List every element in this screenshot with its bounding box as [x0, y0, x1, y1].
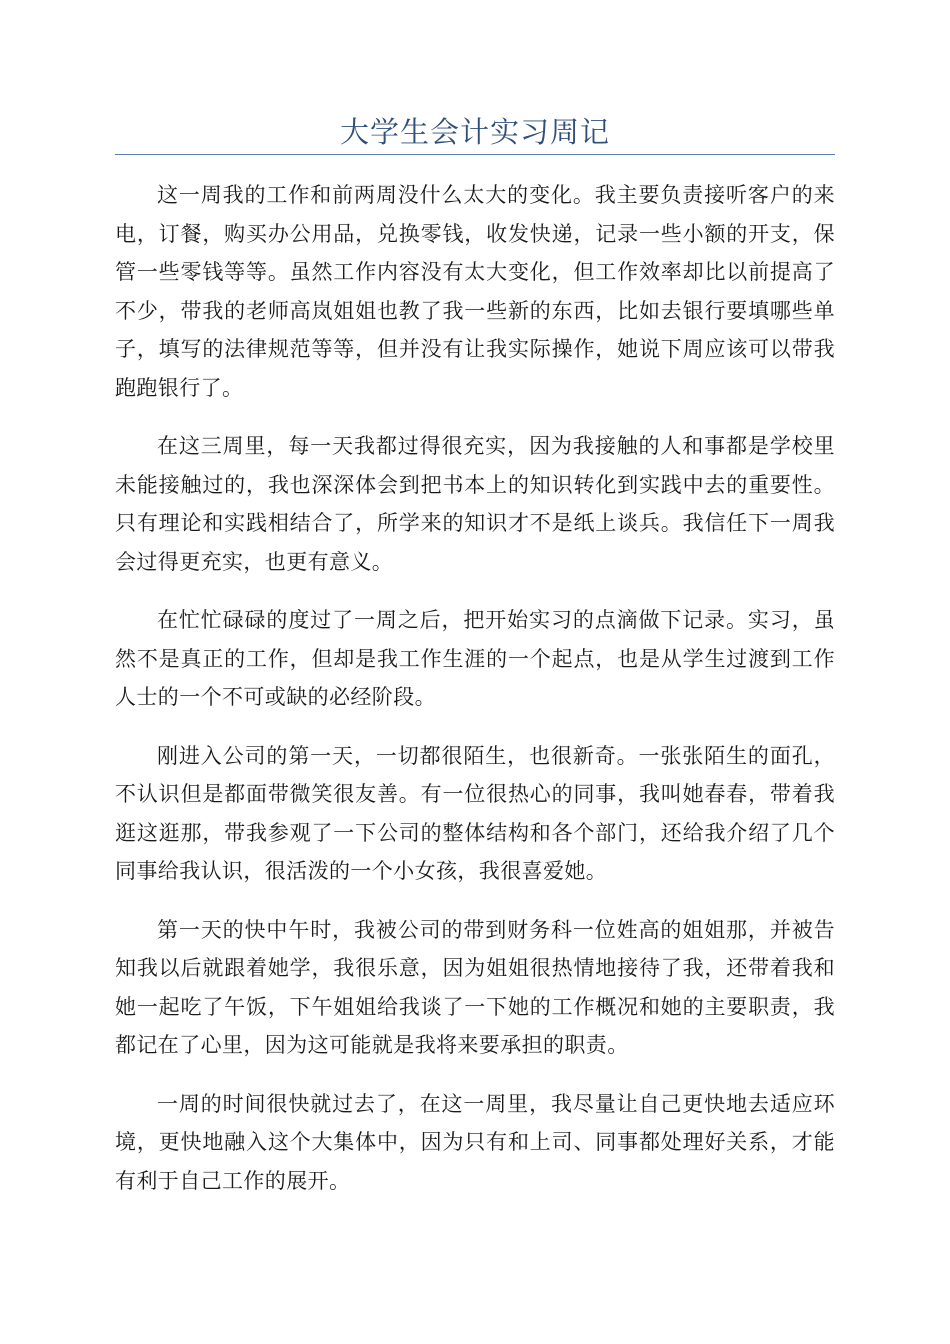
paragraph: 刚进入公司的第一天，一切都很陌生，也很新奇。一张张陌生的面孔，不认识但是都面带微笑很友善。有一位很热心的同事，我叫她春春，带着我逛这逛那，带我参观了一下公司的整体结构和各个部门，还给我介绍了几个同事给我认识，很活泼的一个小女孩，我很喜爱她。 [115, 743, 835, 883]
paragraph: 在这三周里，每一天我都过得很充实，因为我接触的人和事都是学校里未能接触过的，我也深深体会到把书本上的知识转化到实践中去的重要性。只有理论和实践相结合了，所学来的知识才不是纸上谈兵。我信任下一周我会过得更充实，也更有意义。 [115, 434, 835, 574]
page-title: 大学生会计实习周记 [339, 115, 610, 149]
paragraph: 在忙忙碌碌的度过了一周之后，把开始实习的点滴做下记录。实习，虽然不是真正的工作，但却是我工作生涯的一个起点，也是从学生过渡到工作人士的一个不可或缺的必经阶段。 [115, 608, 835, 709]
title-underline [115, 154, 835, 155]
document-body [115, 176, 835, 1220]
paragraph: 一周的时间很快就过去了，在这一周里，我尽量让自己更快地去适应环境，更快地融入这个大集体中，因为只有和上司、同事都处理好关系，才能有利于自己工作的展开。 [115, 1091, 835, 1193]
paragraph: 第一天的快中午时，我被公司的带到财务科一位姓高的姐姐那，并被告知我以后就跟着她学，我很乐意，因为姐姐很热情地接待了我，还带着我和她一起吃了午饭，下午姐姐给我谈了一下她的工作概况和她的主要职责，我都记在了心里，因为这可能就是我将来要承担的职责。 [115, 917, 835, 1057]
paragraph: 这一周我的工作和前两周没什么太大的变化。我主要负责接听客户的来电，订餐，购买办公用品，兑换零钱，收发快递，记录一些小额的开支，保管一些零钱等等。虽然工作内容没有太大变化，但工作效率却比以前提高了不少，带我的老师高岚姐姐也教了我一些新的东西，比如去银行要填哪些单子，填写的法律规范等等，但并没有让我实际操作，她说下周应该可以带我跑跑银行了。 [115, 183, 835, 400]
